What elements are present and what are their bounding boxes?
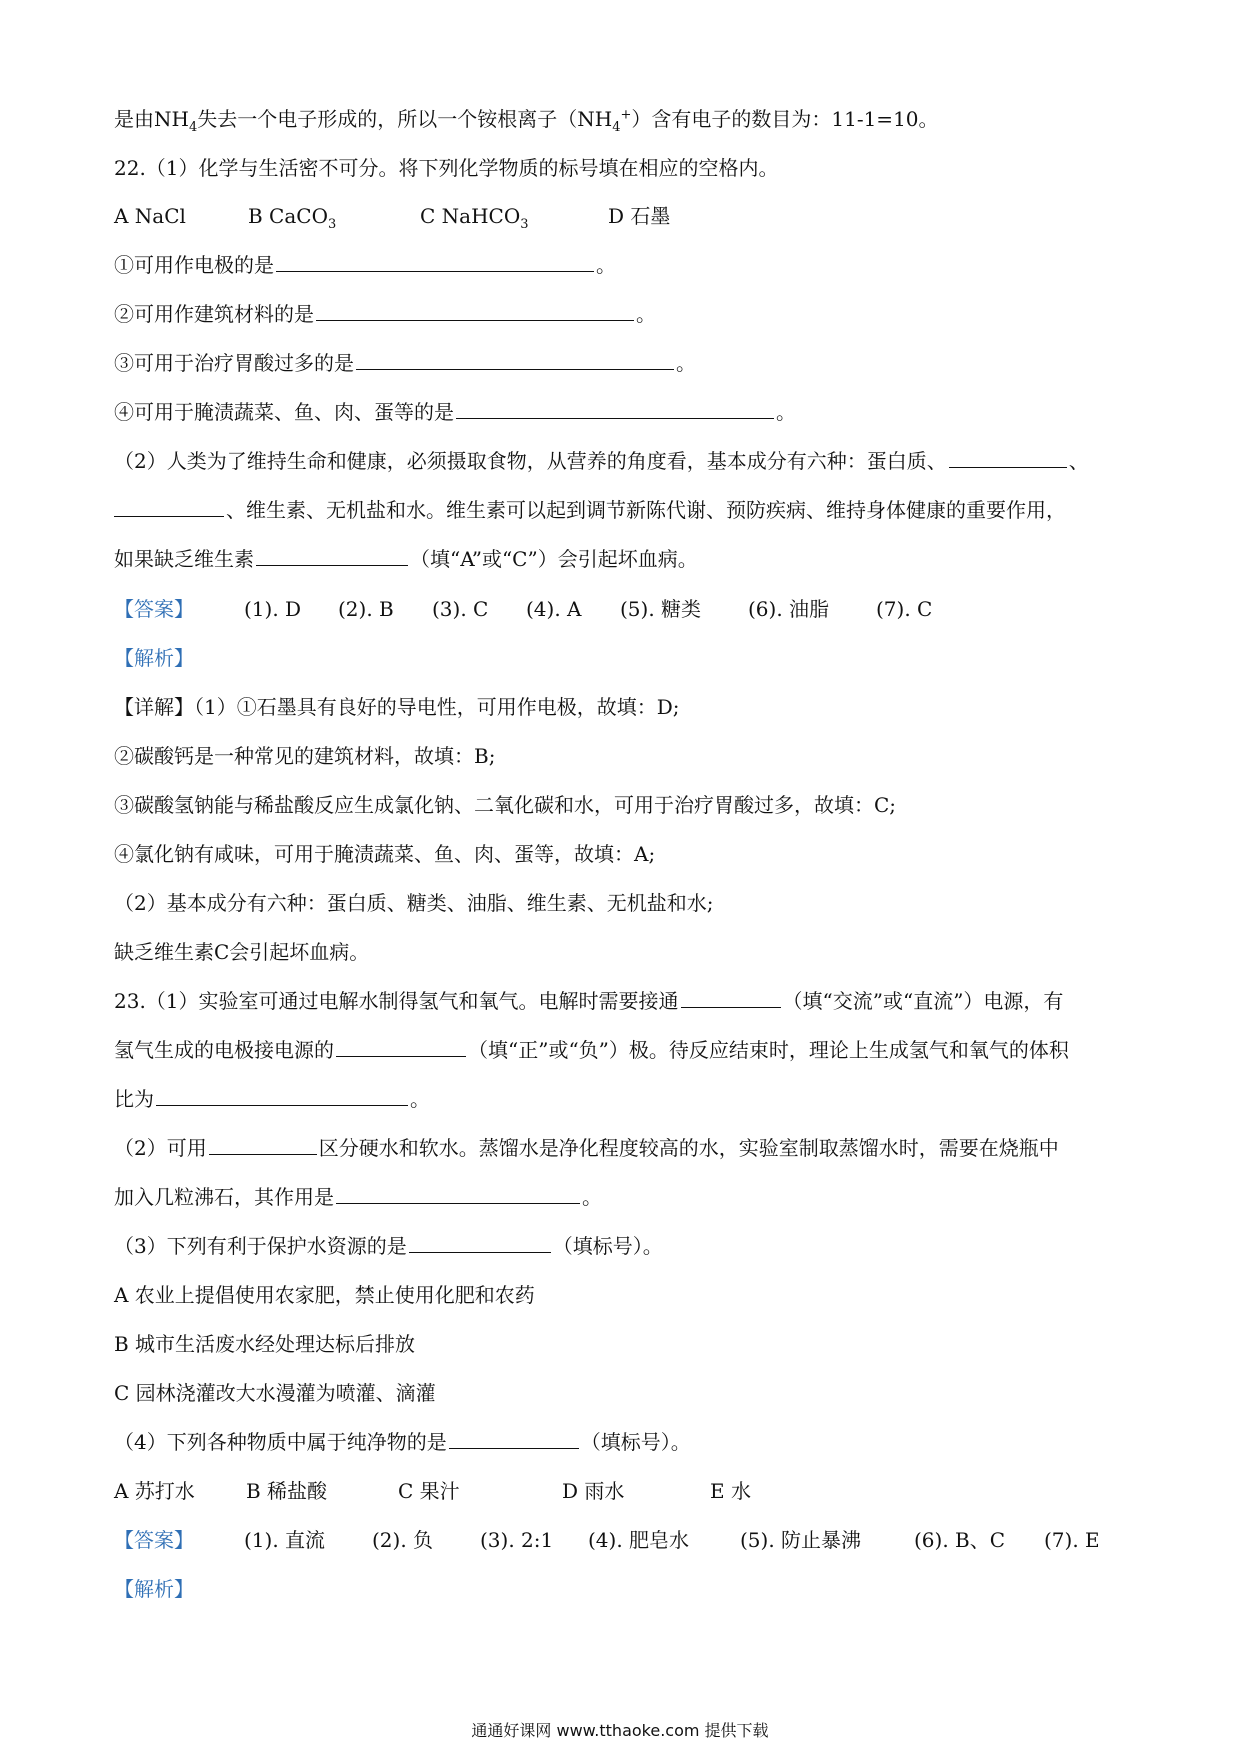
option-b: B 稀盐酸: [246, 1479, 328, 1503]
answer-blank: [209, 1135, 317, 1155]
q22-analysis-tag: 【解析】: [114, 646, 194, 670]
answer-blank: [409, 1233, 551, 1253]
text: 失去一个电子形成的，所以一个铵根离子（NH: [197, 107, 613, 131]
answer-item: (6). 油脂: [748, 597, 830, 621]
q23-line5: 加入几粒沸石，其作用是 。: [114, 1185, 602, 1209]
subscript: 4: [188, 120, 198, 135]
carryover-line: [114, 106, 939, 135]
answer-item: (1). D: [244, 597, 302, 621]
q22-intro: 22.（1）化学与生活密不可分。将下列化学物质的标号填在相应的空格内。: [114, 156, 779, 180]
answer-blank: [449, 1429, 579, 1449]
answer-blank: [949, 448, 1067, 468]
answer-blank: [156, 1086, 408, 1106]
superscript: +: [620, 107, 632, 123]
answer-blank: [256, 546, 408, 566]
answer-item: (1). 直流: [244, 1528, 326, 1552]
answer-item: (3). 2:1: [480, 1528, 554, 1552]
answer-item: (7). E: [1044, 1528, 1100, 1552]
answer-item: (4). A: [526, 597, 582, 621]
q23-option: A 农业上提倡使用农家肥，禁止使用化肥和农药: [114, 1283, 535, 1307]
option-a: A 苏打水: [114, 1479, 195, 1503]
q22-item-4: ④可用于腌渍蔬菜、鱼、肉、蛋等的是 。: [114, 400, 796, 424]
answer-blank: [456, 399, 774, 419]
detail-line: （2）基本成分有六种：蛋白质、糖类、油脂、维生素、无机盐和水;: [114, 891, 714, 915]
q22-part2-line1: （2）人类为了维持生命和健康，必须摄取食物，从营养的角度看，基本成分有六种：蛋白质、 、: [114, 449, 1089, 473]
option-b: B CaCO$_3$: [248, 204, 337, 232]
answer-blank: [681, 988, 781, 1008]
answer-blank: [114, 497, 224, 517]
page-footer: 通通好课网 www.tthaoke.com 提供下载: [471, 1721, 769, 1740]
answer-blank: [276, 252, 594, 272]
answer-item: (2). B: [338, 597, 394, 621]
answer-item: (3). C: [432, 597, 489, 621]
answer-blank: [336, 1184, 580, 1204]
answer-blank: [336, 1037, 466, 1057]
q23-option: C 园林浇灌改大水漫灌为喷灌、滴灌: [114, 1381, 436, 1405]
q22-part2-line2: 、维生素、无机盐和水。维生素可以起到调节新陈代谢、预防疾病、维持身体健康的重要作用，: [114, 497, 1066, 523]
detail-line: ④氯化钠有咸味，可用于腌渍蔬菜、鱼、肉、蛋等，故填：A;: [114, 842, 656, 866]
detail-line: ②碳酸钙是一种常见的建筑材料，故填：B;: [114, 744, 496, 768]
q23-line3: 比为 。: [114, 1087, 430, 1111]
q23-line1: 23.（1）实验室可通过电解水制得氢气和氧气。电解时需要接通 （填“交流”或“直流”）电源，有: [114, 989, 1064, 1013]
answer-blank: [316, 301, 634, 321]
q23-analysis-tag: 【解析】: [114, 1577, 194, 1601]
q22-answer-line: [114, 596, 1124, 622]
text: 是由NH: [114, 107, 189, 131]
text: ）含有电子的数目为：11-1=10。: [631, 107, 939, 131]
answer-blank: [356, 350, 674, 370]
answer-item: (6). B、C: [914, 1528, 1006, 1552]
option-d: D 石墨: [608, 204, 671, 228]
answer-item: (5). 糖类: [620, 597, 702, 621]
q23-line7: （4）下列各种物质中属于纯净物的是 （填标号）。: [114, 1430, 691, 1454]
q22-part2-line3: 如果缺乏维生素 （填“A”或“C”）会引起坏血病。: [114, 547, 698, 571]
option-c: C NaHCO$_3$: [420, 204, 529, 232]
answer-item: (2). 负: [372, 1528, 434, 1552]
q22-item-2: ②可用作建筑材料的是 。: [114, 302, 656, 326]
detail-line: ③碳酸氢钠能与稀盐酸反应生成氯化钠、二氧化碳和水，可用于治疗胃酸过多，故填：C;: [114, 793, 897, 817]
option-e: E 水: [710, 1479, 751, 1503]
q23-option: B 城市生活废水经处理达标后排放: [114, 1332, 416, 1356]
answer-tag: 【答案】: [114, 597, 194, 621]
answer-item: (7). C: [876, 597, 933, 621]
q23-line2: 氢气生成的电极接电源的 （填“正”或“负”）极。待反应结束时，理论上生成氢气和氧气的体积: [114, 1038, 1069, 1062]
option-a: A NaCl: [114, 204, 186, 228]
q23-answer-line: [114, 1527, 1124, 1553]
detail-line: 【详解】（1）①石墨具有良好的导电性，可用作电极，故填：D;: [114, 695, 680, 719]
answer-tag: 【答案】: [114, 1528, 194, 1552]
subscript: 4: [612, 120, 621, 135]
q23-line6: （3）下列有利于保护水资源的是 （填标号）。: [114, 1234, 663, 1258]
option-d: D 雨水: [562, 1479, 625, 1503]
q22-item-1: ①可用作电极的是 。: [114, 253, 616, 277]
q22-item-3: ③可用于治疗胃酸过多的是 。: [114, 351, 696, 375]
detail-line: 缺乏维生素C会引起坏血病。: [114, 940, 370, 964]
option-c: C 果汁: [398, 1479, 460, 1503]
answer-item: (4). 肥皂水: [588, 1528, 690, 1552]
answer-item: (5). 防止暴沸: [740, 1528, 862, 1552]
q23-line4: （2）可用 区分硬水和软水。蒸馏水是净化程度较高的水，实验室制取蒸馏水时，需要在烧瓶中: [114, 1136, 1059, 1160]
